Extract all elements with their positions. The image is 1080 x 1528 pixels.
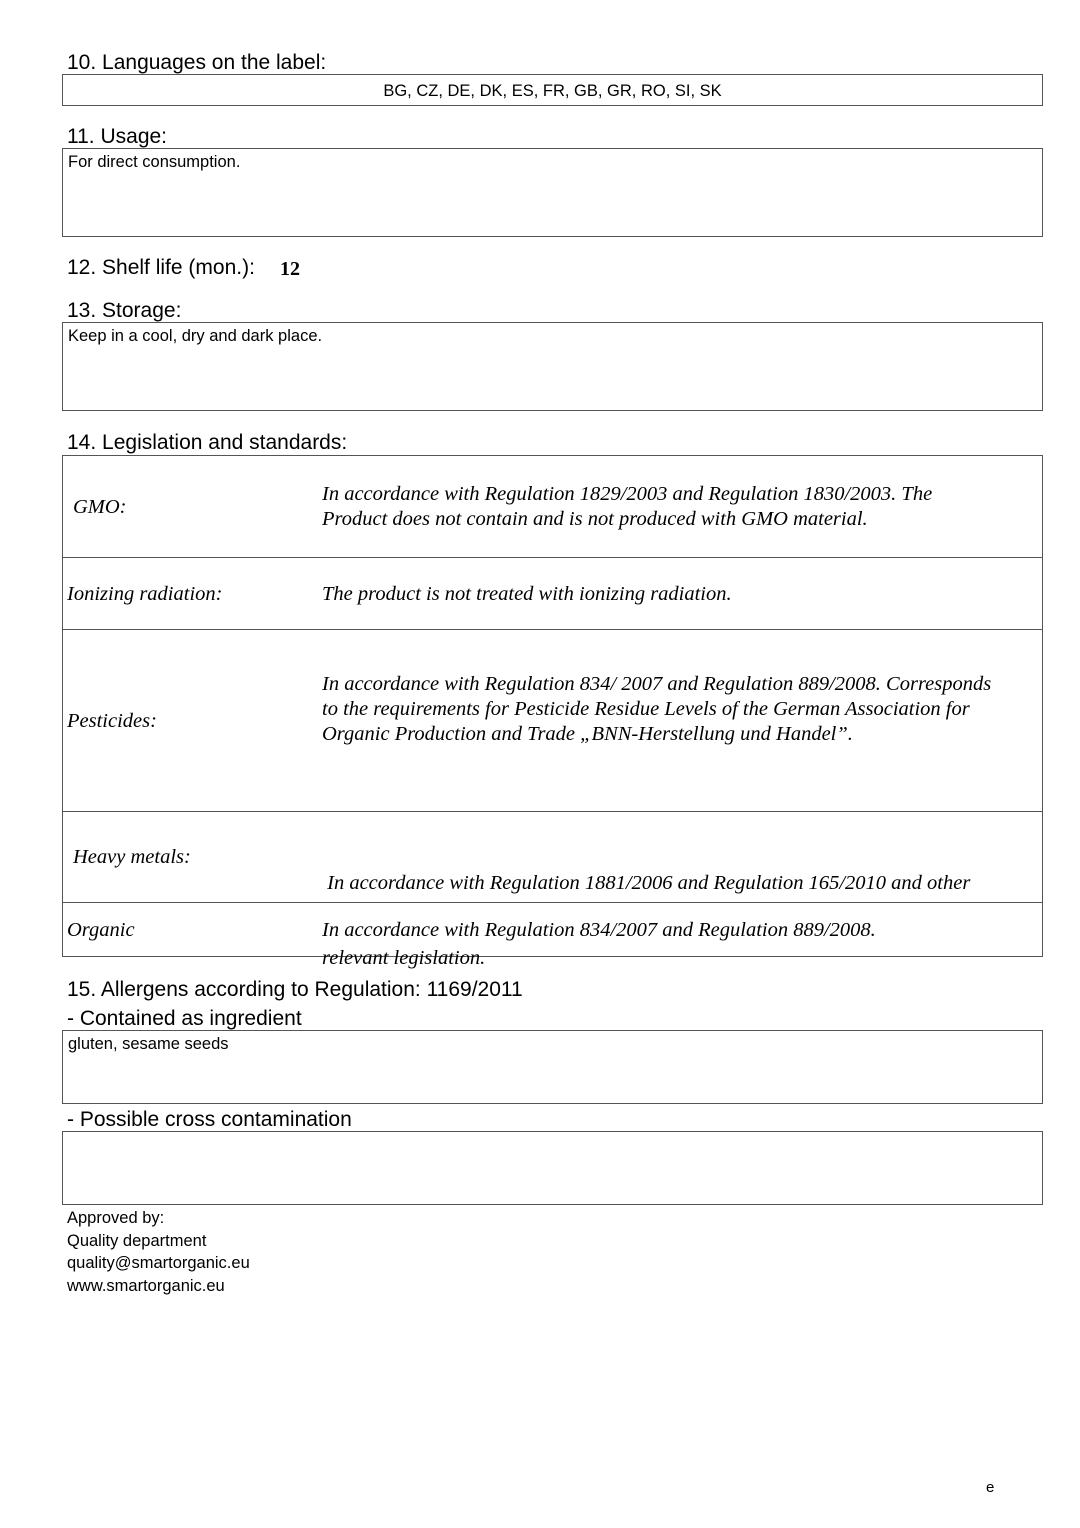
text-line: The product is not treated with ionizing radiation. [322,583,732,605]
legislation-row-text [322,482,1036,532]
text-line: In accordance with Regulation 834/ 2007 and Regulation 889/2008. Corresponds [322,673,992,695]
allergens-cross-heading: - Possible cross contamination [67,1108,352,1131]
text-line: Product does not contain and is not produced with GMO material. [322,508,868,530]
legislation-row-label: GMO: [73,496,127,518]
usage-box [62,148,1043,237]
row-divider [63,902,1042,903]
text-line: Organic Production and Trade „BNN-Herstellung und Handel”. [322,723,853,745]
legislation-row-text [322,918,1036,943]
row-divider [63,811,1042,812]
approval-website: www.smartorganic.eu [67,1277,225,1296]
languages-value: BG, CZ, DE, DK, ES, FR, GB, GR, RO, SI, SK [383,82,722,100]
approval-block [67,1207,250,1298]
allergens-ingredient-value: gluten, sesame seeds [68,1035,229,1053]
text-line: to the requirements for Pesticide Residue Levels of the German Association for [322,698,970,720]
approval-email: quality@smartorganic.eu [67,1254,250,1273]
storage-heading: 13. Storage: [67,299,182,322]
languages-heading: 10. Languages on the label: [67,51,327,74]
legislation-row-label: Ionizing radiation: [67,583,223,605]
legislation-heading: 14. Legislation and standards: [67,431,348,454]
allergens-heading: 15. Allergens according to Regulation: 1169/2011 [67,978,523,1001]
languages-box [62,74,1043,106]
allergens-ingredient-box [62,1030,1043,1104]
row-divider [63,557,1042,558]
legislation-table [62,455,1043,969]
allergens-cross-box [62,1131,1043,1205]
storage-value: Keep in a cool, dry and dark place. [68,327,323,345]
text-line: In accordance with Regulation 1881/2006 and Regulation 165/2010 and other [322,872,971,894]
shelf-life-value: 12 [280,258,300,280]
legislation-row-label: Pesticides: [67,710,157,732]
allergens-ingredient-heading: - Contained as ingredient [67,1007,302,1030]
legislation-row-text [322,582,1036,607]
text-line: In accordance with Regulation 1829/2003 and Regulation 1830/2003. The [322,483,933,505]
row-divider [63,629,1042,630]
legislation-row-label: Organic [67,919,135,941]
legislation-row-label: Heavy metals: [73,846,191,868]
shelf-life-heading: 12. Shelf life (mon.): [67,256,255,279]
usage-heading: 11. Usage: [67,125,168,148]
legislation-row-text [322,672,1036,747]
text-line: In accordance with Regulation 834/2007 and Regulation 889/2008. [322,919,876,941]
storage-box [62,322,1043,411]
footer-mark: e [986,1479,995,1496]
usage-value: For direct consumption. [68,153,241,171]
text-line: relevant legislation. [322,947,486,969]
approval-department: Quality department [67,1231,207,1250]
allergens-cross-value [63,1132,1042,1135]
approval-label: Approved by: [67,1209,165,1227]
